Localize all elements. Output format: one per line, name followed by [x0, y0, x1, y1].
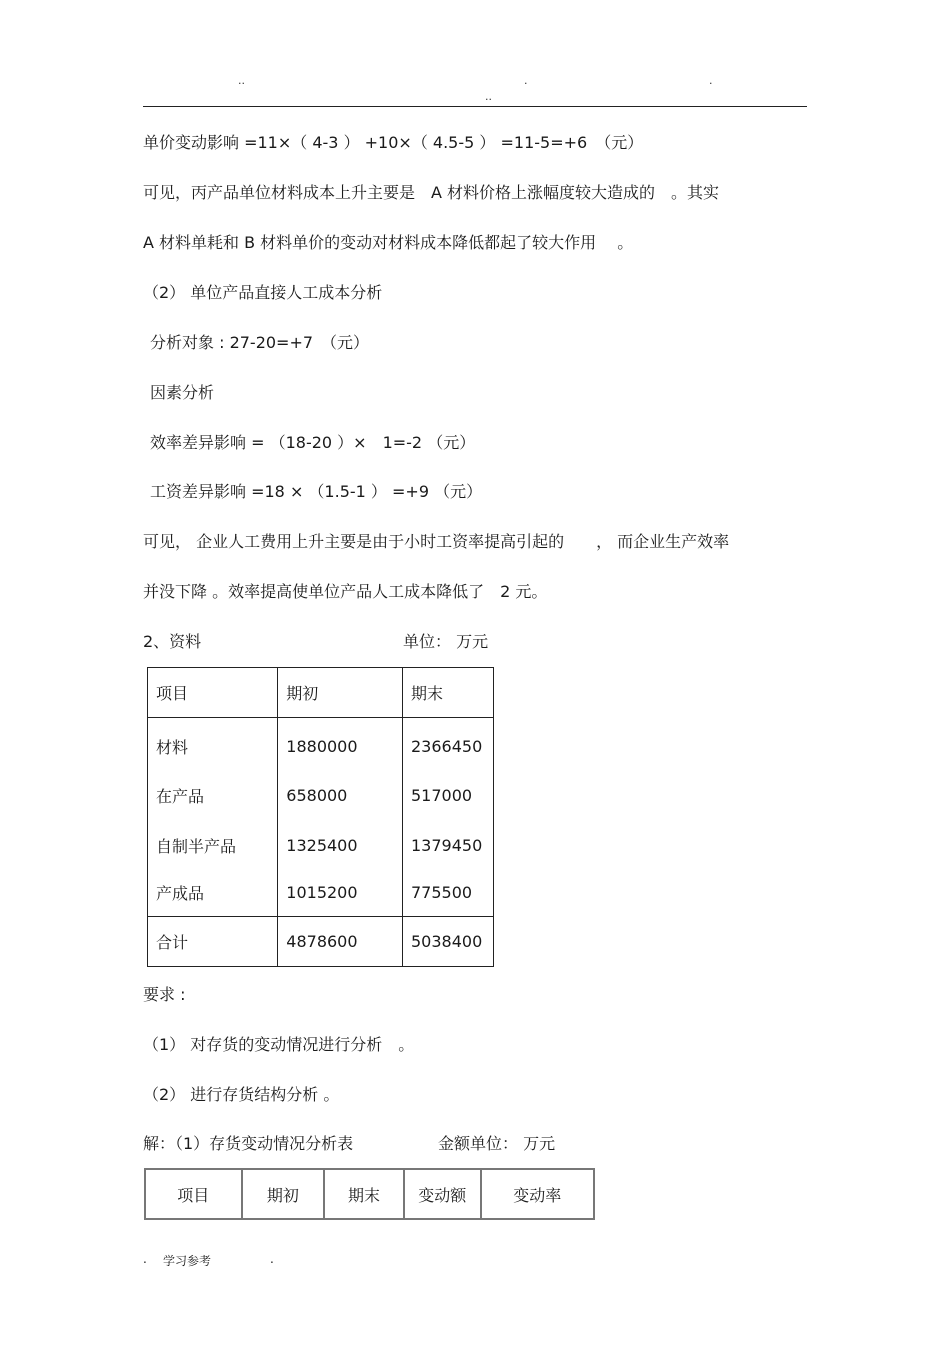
table-cell: 5038400 — [403, 917, 494, 967]
footer-text: 学习参考 — [163, 1254, 212, 1268]
table-cell: 合计 — [148, 917, 278, 967]
text-line: 单价变动影响 =11×（ 4-3 ） +10×（ 4.5-5 ） =11-5=+6 （元） — [143, 133, 644, 152]
text-line: 效率差异影响 = （18-20 ）× 1=-2 （元） — [150, 433, 476, 452]
table-header-cell: 期初 — [242, 1169, 325, 1219]
header-dot: .. — [238, 74, 245, 87]
table-row — [148, 718, 494, 771]
table-header-cell: 项目 — [145, 1169, 242, 1219]
table-header-cell: 期初 — [278, 668, 403, 718]
text-line: 工资差异影响 =18 × （1.5-1 ） =+9 （元） — [150, 482, 483, 501]
table-cell: 775500 — [403, 870, 494, 917]
text-line: 可见，丙产品单位材料成本上升主要是 A 材料价格上涨幅度较大造成的 。其实 — [143, 183, 720, 202]
table-header-cell: 变动额 — [404, 1169, 481, 1219]
section-title: 2、资料 — [143, 632, 202, 651]
table-cell: 1325400 — [278, 821, 403, 870]
table-row — [148, 771, 494, 821]
header-dot: . — [709, 74, 713, 87]
footer-dot: . — [143, 1252, 147, 1266]
text-line: 因素分析 — [150, 383, 215, 402]
text-line: 可见， 企业人工费用上升主要是由于小时工资率提高引起的 ， 而企业生产效率 — [143, 532, 730, 551]
table-cell: 1015200 — [278, 870, 403, 917]
table-header-row — [145, 1169, 594, 1219]
requirements-label: 要求 : — [143, 985, 186, 1004]
table-cell: 1880000 — [278, 718, 403, 771]
text-line: A 材料单耗和 B 材料单价的变动对材料成本降低都起了较大作用 。 — [143, 233, 634, 252]
table-total-row — [148, 917, 494, 967]
table-row — [148, 870, 494, 917]
solution-unit: 金额单位： 万元 — [438, 1134, 556, 1153]
table-header-cell: 期末 — [403, 668, 494, 718]
table-cell: 在产品 — [148, 771, 278, 821]
header-dot: .. — [485, 90, 492, 103]
header-dot: . — [524, 74, 528, 87]
table-cell: 2366450 — [403, 718, 494, 771]
table-header-cell: 期末 — [324, 1169, 404, 1219]
text-line: （2） 单位产品直接人工成本分析 — [143, 283, 383, 302]
table-cell: 产成品 — [148, 870, 278, 917]
table-cell: 自制半产品 — [148, 821, 278, 870]
text-line: 分析对象 : 27-20=+7 （元） — [150, 333, 370, 352]
table-cell: 658000 — [278, 771, 403, 821]
header-rule — [143, 106, 807, 107]
table-header-row — [148, 668, 494, 718]
inventory-change-table — [144, 1168, 595, 1220]
requirement-item: （2） 进行存货结构分析 。 — [143, 1085, 340, 1104]
table-cell: 材料 — [148, 718, 278, 771]
table-cell: 1379450 — [403, 821, 494, 870]
table-header-cell: 变动率 — [481, 1169, 594, 1219]
footer-dot: . — [270, 1252, 274, 1266]
unit-label: 单位： 万元 — [403, 632, 489, 651]
inventory-table — [147, 667, 494, 967]
text-line: 并没下降 。效率提高使单位产品人工成本降低了 2 元。 — [143, 582, 548, 601]
table-row — [148, 821, 494, 870]
table-cell: 4878600 — [278, 917, 403, 967]
solution-title: 解：（1）存货变动情况分析表 — [143, 1134, 354, 1153]
requirement-item: （1） 对存货的变动情况进行分析 。 — [143, 1035, 415, 1054]
table-cell: 517000 — [403, 771, 494, 821]
table-header-cell: 项目 — [148, 668, 278, 718]
